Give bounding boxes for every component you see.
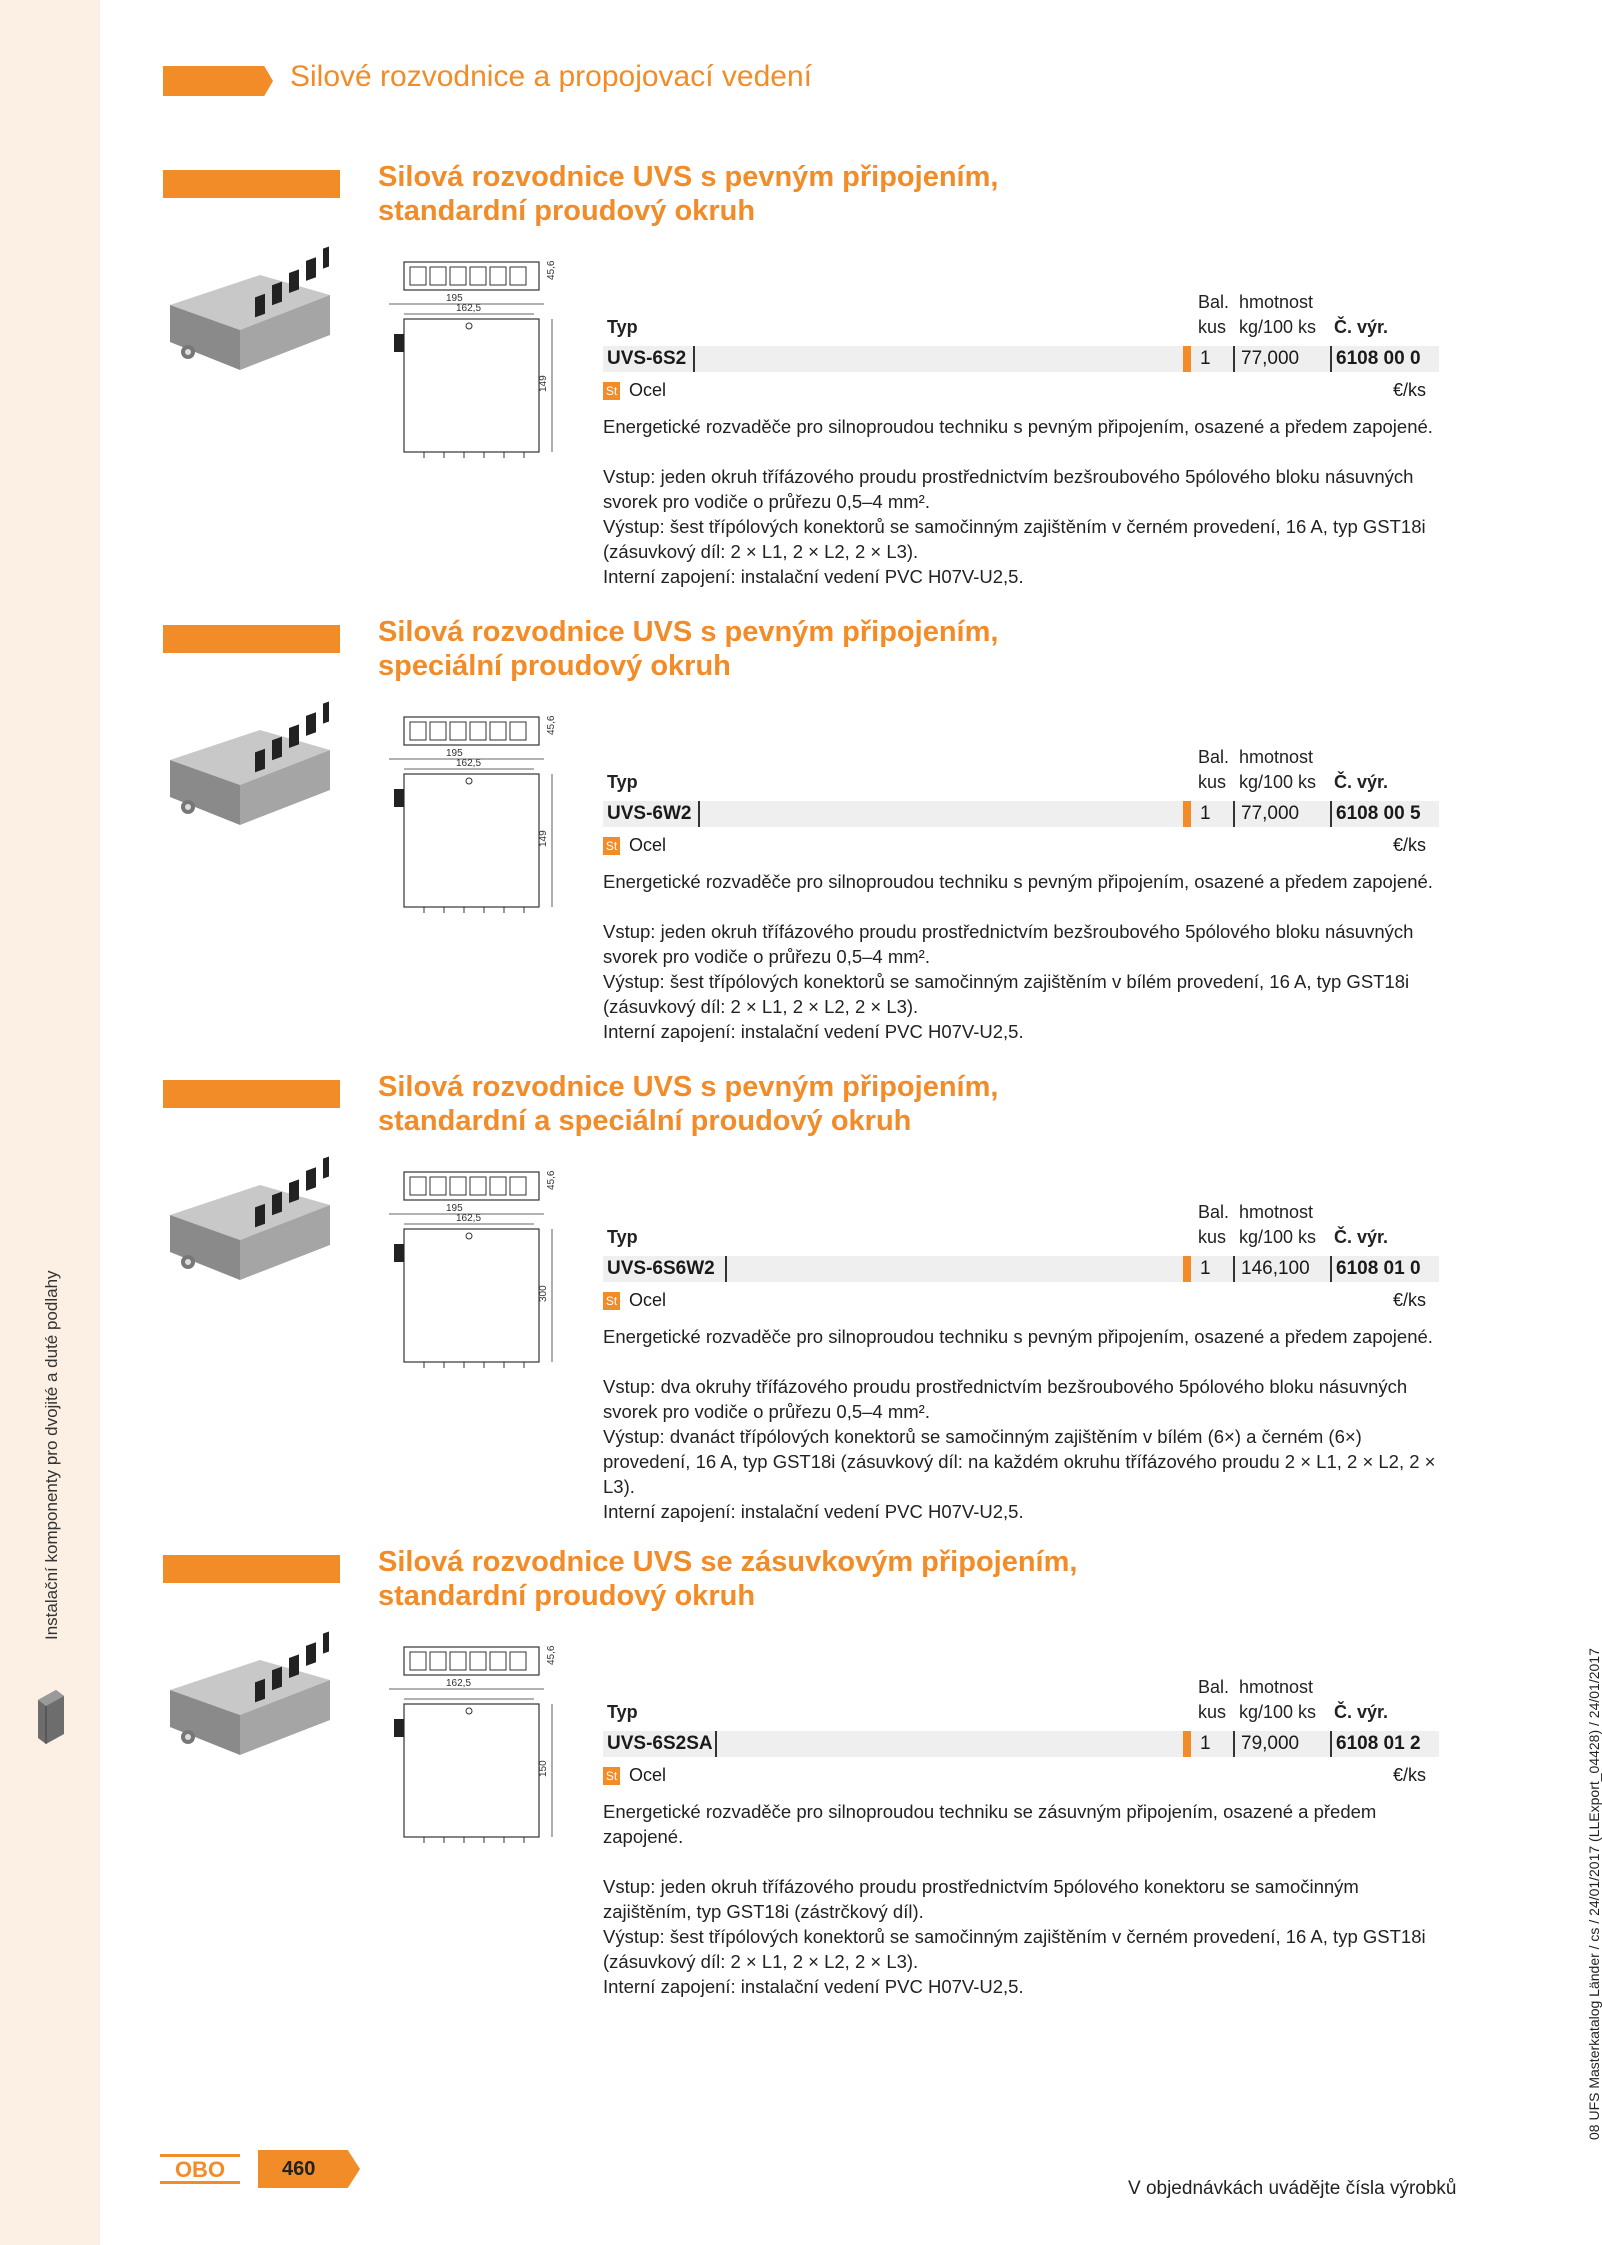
product-pack: 1	[1200, 1733, 1211, 1754]
description-paragraph: Energetické rozvaděče pro silnoproudou techniku se zásuvným připojením, osazené a předem zapojené.	[603, 1801, 1377, 1847]
svg-text:195: 195	[446, 293, 463, 304]
section-accent-bar	[163, 170, 340, 198]
section-title-line-1: Silová rozvodnice UVS s pevným připojením,	[378, 1071, 999, 1103]
product-photo	[160, 725, 340, 835]
product-weight: 77,000	[1241, 803, 1300, 824]
product-pack: 1	[1200, 803, 1211, 824]
product-description	[603, 1799, 1443, 1999]
col-article-label: Č. výr.	[1334, 772, 1389, 792]
material-name: Ocel	[629, 1290, 667, 1310]
svg-text:162,5: 162,5	[456, 1213, 482, 1224]
obo-logo	[160, 2154, 240, 2184]
product-article-number: 6108 00 0	[1336, 348, 1421, 369]
description-paragraph: Výstup: šest třípólových konektorů se samočinným zajištěním v černém provedení, 16 A, typ GST18i (zásuvkový díl: 2 × L1, 2 × L2, 2 × L3).	[603, 516, 1426, 562]
svg-text:149: 149	[538, 830, 549, 847]
description-paragraph: Vstup: jeden okruh třífázového proudu prostřednictvím bezšroubového 5pólového bloku násuvných svorek pro vodiče o průřezu 0,5–4 mm².	[603, 466, 1414, 512]
svg-text:300: 300	[538, 1285, 549, 1302]
section-title-line-2: standardní proudový okruh	[378, 1580, 756, 1612]
description-paragraph: Vstup: dva okruhy třífázového proudu prostřednictvím bezšroubového 5pólového bloku násuvných svorek pro vodiče o průřezu 0,5–4 mm².	[603, 1376, 1408, 1422]
pack-separator	[1233, 1256, 1235, 1282]
product-weight: 146,100	[1241, 1258, 1310, 1279]
product-weight: 77,000	[1241, 348, 1300, 369]
product-description	[603, 414, 1443, 589]
description-gap	[603, 1349, 1443, 1374]
weight-separator	[1330, 1256, 1332, 1282]
col-pack-label-1: Bal.	[1198, 292, 1230, 312]
weight-separator	[1330, 801, 1332, 827]
svg-text:45,6: 45,6	[546, 1645, 557, 1665]
material-badge: St	[603, 1767, 620, 1785]
material-badge: St	[603, 1292, 620, 1310]
technical-drawing	[384, 717, 574, 917]
description-paragraph: Energetické rozvaděče pro silnoproudou techniku s pevným připojením, osazené a předem zapojené.	[603, 1326, 1433, 1347]
description-paragraph: Výstup: šest třípólových konektorů se samočinným zajištěním v černém provedení, 16 A, typ GST18i (zásuvkový díl: 2 × L1, 2 × L2, 2 × L3).	[603, 1926, 1426, 1972]
material-name: Ocel	[629, 1765, 667, 1785]
svg-text:150: 150	[538, 1760, 549, 1777]
product-description	[603, 869, 1443, 1044]
col-article-label: Č. výr.	[1334, 1702, 1389, 1722]
left-margin-band	[0, 0, 100, 2245]
product-type: UVS-6S6W2	[607, 1258, 715, 1279]
section-accent-bar	[163, 1080, 340, 1108]
description-paragraph: Interní zapojení: instalační vedení PVC H07V-U2,5.	[603, 566, 1024, 587]
col-weight-label-1: hmotnost	[1239, 1677, 1314, 1697]
section-accent-bar	[163, 625, 340, 653]
col-type-label: Typ	[607, 772, 638, 792]
product-row	[603, 1256, 1439, 1282]
page-header-title: Silové rozvodnice a propojovací vedení	[290, 60, 812, 93]
svg-text:162,5: 162,5	[456, 303, 482, 314]
chapter-side-label: Instalační komponenty pro dvojité a duté podlahy	[42, 1270, 61, 1640]
col-type-label: Typ	[607, 1227, 638, 1247]
type-separator	[725, 1256, 727, 1282]
section-title-line-2: standardní proudový okruh	[378, 195, 756, 227]
description-paragraph: Energetické rozvaděče pro silnoproudou techniku s pevným připojením, osazené a předem zapojené.	[603, 871, 1433, 892]
product-photo	[160, 270, 340, 380]
col-pack-label-2: kus	[1198, 317, 1227, 337]
svg-text:149: 149	[538, 375, 549, 392]
col-weight-label-1: hmotnost	[1239, 292, 1314, 312]
price-unit: €/ks	[1393, 835, 1427, 855]
technical-drawing	[384, 262, 574, 462]
svg-text:OBO: OBO	[174, 2157, 226, 2182]
header-accent-tab	[163, 66, 273, 96]
footer-note: V objednávkách uvádějte čísla výrobků	[1128, 2178, 1457, 2199]
type-separator	[715, 1731, 717, 1757]
section-title	[378, 1545, 1278, 1613]
material-badge: St	[603, 382, 620, 400]
section-title	[378, 615, 1278, 683]
description-paragraph: Vstup: jeden okruh třífázového proudu prostřednictvím bezšroubového 5pólového bloku násuvných svorek pro vodiče o průřezu 0,5–4 mm².	[603, 921, 1414, 967]
section-title-line-1: Silová rozvodnice UVS se zásuvkovým připojením,	[378, 1546, 1078, 1578]
row-accent-mark	[1183, 801, 1191, 827]
product-pack: 1	[1200, 1258, 1211, 1279]
row-accent-mark	[1183, 1731, 1191, 1757]
description-paragraph: Interní zapojení: instalační vedení PVC H07V-U2,5.	[603, 1976, 1024, 1997]
pack-separator	[1233, 1731, 1235, 1757]
product-article-number: 6108 01 0	[1336, 1258, 1421, 1279]
pack-separator	[1233, 801, 1235, 827]
product-type: UVS-6S2	[607, 348, 687, 369]
product-photo	[160, 1655, 340, 1765]
col-article-label: Č. výr.	[1334, 1227, 1389, 1247]
type-separator	[693, 346, 695, 372]
product-row	[603, 1731, 1439, 1757]
section-title-line-1: Silová rozvodnice UVS s pevným připojením,	[378, 616, 999, 648]
product-type: UVS-6W2	[607, 803, 692, 824]
col-pack-label-2: kus	[1198, 772, 1227, 792]
svg-text:45,6: 45,6	[546, 715, 557, 735]
section-title-line-2: speciální proudový okruh	[378, 650, 731, 682]
col-pack-label-2: kus	[1198, 1702, 1227, 1722]
material-name: Ocel	[629, 835, 667, 855]
col-article-label: Č. výr.	[1334, 317, 1389, 337]
svg-text:195: 195	[446, 748, 463, 759]
col-type-label: Typ	[607, 317, 638, 337]
weight-separator	[1330, 1731, 1332, 1757]
product-row	[603, 801, 1439, 827]
col-weight-label-2: kg/100 ks	[1239, 1702, 1317, 1722]
product-type: UVS-6S2SA	[607, 1733, 713, 1754]
description-gap	[603, 894, 1443, 919]
price-unit: €/ks	[1393, 1290, 1427, 1310]
product-article-number: 6108 00 5	[1336, 803, 1421, 824]
section-accent-bar	[163, 1555, 340, 1583]
type-separator	[698, 801, 700, 827]
section-title-line-2: standardní a speciální proudový okruh	[378, 1105, 912, 1137]
col-weight-label-2: kg/100 ks	[1239, 772, 1317, 792]
description-paragraph: Interní zapojení: instalační vedení PVC H07V-U2,5.	[603, 1501, 1024, 1522]
col-weight-label-1: hmotnost	[1239, 1202, 1314, 1222]
description-gap	[603, 439, 1443, 464]
section-title-line-1: Silová rozvodnice UVS s pevným připojením,	[378, 161, 999, 193]
col-weight-label-1: hmotnost	[1239, 747, 1314, 767]
product-row	[603, 346, 1439, 372]
pack-separator	[1233, 346, 1235, 372]
section-title	[378, 1070, 1278, 1138]
col-pack-label-1: Bal.	[1198, 747, 1230, 767]
svg-text:45,6: 45,6	[546, 1170, 557, 1190]
product-article-number: 6108 01 2	[1336, 1733, 1421, 1754]
page-number: 460	[282, 2158, 316, 2180]
description-gap	[603, 1849, 1443, 1874]
row-accent-mark	[1183, 346, 1191, 372]
col-pack-label-2: kus	[1198, 1227, 1227, 1247]
svg-text:195: 195	[446, 1203, 463, 1214]
product-weight: 79,000	[1241, 1733, 1300, 1754]
row-accent-mark	[1183, 1256, 1191, 1282]
description-paragraph: Výstup: dvanáct třípólových konektorů se samočinným zajištěním v bílém (6×) a černém (6×) provedení, 16 A, typ GST18i (zásuvkový díl: na každém okruhu třífázového proudu 2 × L1, 2 × L2, 2 × L3).	[603, 1426, 1436, 1497]
section-title	[378, 160, 1278, 228]
description-paragraph: Energetické rozvaděče pro silnoproudou techniku s pevným připojením, osazené a předem zapojené.	[603, 416, 1433, 437]
product-description	[603, 1324, 1443, 1524]
floor-box-icon	[34, 1686, 68, 1746]
svg-text:162,5: 162,5	[456, 758, 482, 769]
weight-separator	[1330, 346, 1332, 372]
product-pack: 1	[1200, 348, 1211, 369]
product-photo	[160, 1180, 340, 1290]
col-pack-label-1: Bal.	[1198, 1202, 1230, 1222]
description-paragraph: Vstup: jeden okruh třífázového proudu prostřednictvím 5pólového konektoru se samočinným zajištěním, typ GST18i (zástrčkový díl).	[603, 1876, 1359, 1922]
description-paragraph: Interní zapojení: instalační vedení PVC H07V-U2,5.	[603, 1021, 1024, 1042]
price-unit: €/ks	[1393, 1765, 1427, 1785]
technical-drawing	[384, 1647, 574, 1847]
col-weight-label-2: kg/100 ks	[1239, 1227, 1317, 1247]
material-badge: St	[603, 837, 620, 855]
material-name: Ocel	[629, 380, 667, 400]
svg-text:45,6: 45,6	[546, 260, 557, 280]
description-paragraph: Výstup: šest třípólových konektorů se samočinným zajištěním v bílém provedení, 16 A, typ GST18i (zásuvkový díl: 2 × L1, 2 × L2, 2 × L3).	[603, 971, 1410, 1017]
col-pack-label-1: Bal.	[1198, 1677, 1230, 1697]
catalog-reference: 08 UFS Masterkatalog Länder / cs / 24/01/2017 (LLExport_04428) / 24/01/2017	[1586, 1648, 1602, 2140]
price-unit: €/ks	[1393, 380, 1427, 400]
technical-drawing	[384, 1172, 574, 1372]
svg-text:162,5: 162,5	[446, 1678, 472, 1689]
col-type-label: Typ	[607, 1702, 638, 1722]
col-weight-label-2: kg/100 ks	[1239, 317, 1317, 337]
